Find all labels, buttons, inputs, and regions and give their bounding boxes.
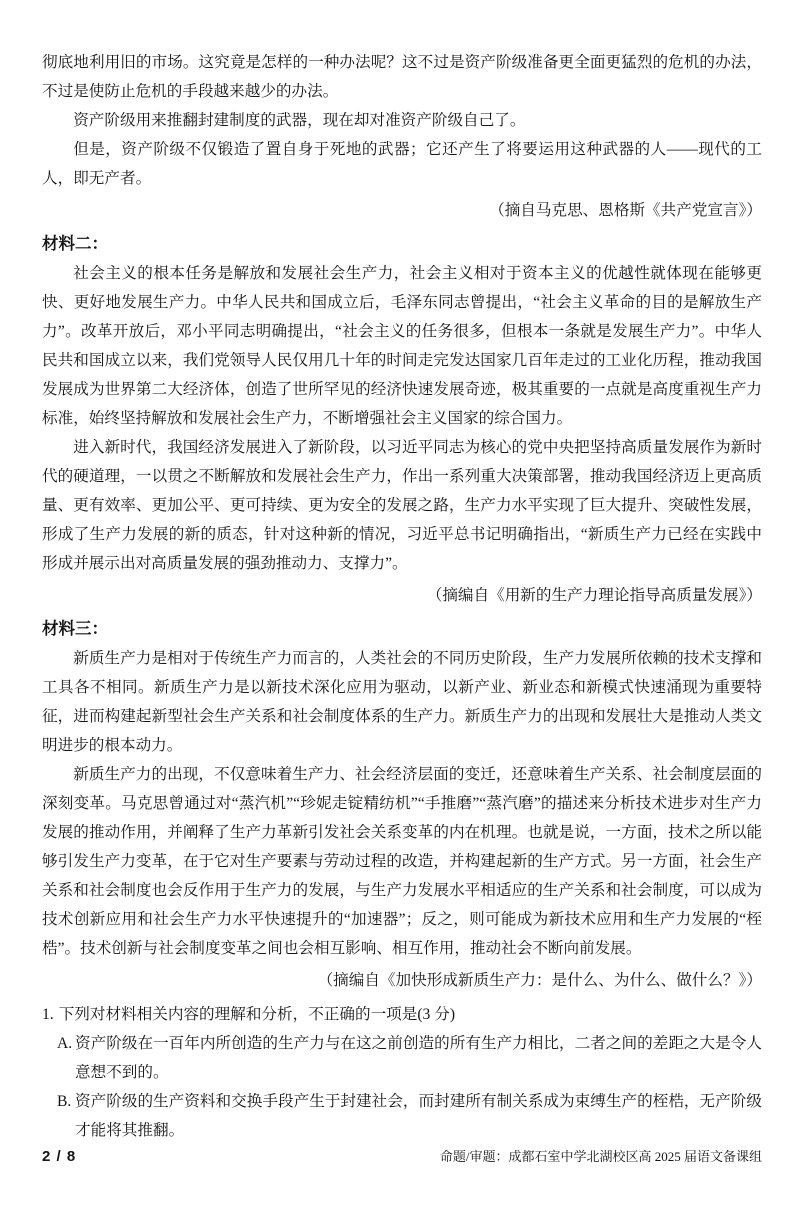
question-1-stem — [42, 1000, 762, 1029]
option-a-label: A. — [57, 1035, 73, 1052]
question-number: 1. — [42, 1006, 54, 1023]
body-paragraph: 进入新时代，我国经济发展进入了新阶段，以习近平同志为核心的党中央把坚持高质量发展作为新时代的硬道理，一以贯之不断解放和发展社会生产力，作出一系列重大决策部署，推动我国经济迈上更高质量、更有效率、更加公平、更可持续、更为安全的发展之路，生产力水平实现了巨大提升、突破性发展，形成了生产力发展的新的质态，针对这种新的情况，习近平总书记明确指出，“新质生产力已经在实践中形成并展示出对高质量发展的强劲推动力、支撑力”。 — [42, 439, 762, 572]
question-1 — [42, 1000, 762, 1145]
exam-page-body — [42, 48, 762, 1145]
body-paragraph: 社会主义的根本任务是解放和发展社会生产力，社会主义相对于资本主义的优越性就体现在能够更快、更好地发展生产力。中华人民共和国成立后，毛泽东同志曾提出，“社会主义革命的目的是解放生产力”。改革开放后，邓小平同志明确提出，“社会主义的任务很多，但根本一条就是发展生产力”。中华人民共和国成立以来，我们党领导人民仅用几十年的时间走完发达国家几百年走过的工业化历程，推动我国发展成为世界第二大经济体，创造了世所罕见的经济快速发展奇迹，极其重要的一点就是高度重视生产力标准，始终坚持解放和发展社会生产力，不断增强社会主义国家的综合国力。 — [42, 265, 762, 427]
body-paragraph: 资产阶级用来推翻封建制度的武器，现在却对准资产阶级自己了。 — [73, 112, 526, 129]
body-paragraph: 新质生产力是相对于传统生产力而言的，人类社会的不同历史阶段，生产力发展所依赖的技术支撑和工具各不相同。新质生产力是以新技术深化应用为驱动，以新产业、新业态和新模式快速涌现为重要特征，进而构建起新型社会生产关系和社会制度体系的生产力。新质生产力的出现和发展壮大是推动人类文明进步的根本动力。 — [42, 650, 762, 754]
material-one-continuation — [42, 48, 762, 225]
option-a-text: 资产阶级在一百年内所创造的生产力与在这之前创造的所有生产力相比，二者之间的差距之大是令人意想不到的。 — [75, 1035, 762, 1081]
page-footer — [42, 1142, 762, 1171]
question-stem-text: 下列对材料相关内容的理解和分析，不正确的一项是(3 分) — [58, 1006, 456, 1023]
material-three-heading: 材料三： — [42, 620, 108, 638]
body-paragraph: 新质生产力的出现，不仅意味着生产力、社会经济层面的变迁，还意味着生产关系、社会制度层面的深刻变革。马克思曾通过对“蒸汽机”“珍妮走锭精纺机”“手推磨”“蒸汽磨”的描述来分析技术进步对生产力发展的推动作用，并阐释了生产力革新引发社会关系变革的内在机理。也就是说，一方面，技术之所以能够引发生产力变革，在于它对生产要素与劳动过程的改造，并构建起新的生产方式。另一方面，社会生产关系和社会制度也会反作用于生产力的发展，与生产力发展水平相适应的生产关系和社会制度，可以成为技术创新应用和社会生产力水平快速提升的“加速器”；反之，则可能成为新技术应用和生产力发展的“桎梏”。技术创新与社会制度变革之间也会相互影响、相互作用，推动社会不断向前发展。 — [42, 766, 762, 957]
material-two — [42, 230, 762, 610]
option-b-label: B. — [57, 1093, 72, 1110]
material-two-heading: 材料二： — [42, 235, 108, 253]
question-1-option-b — [57, 1087, 762, 1145]
source-citation-material-two: （摘编自《用新的生产力理论指导高质量发展》） — [426, 587, 762, 604]
footer-credit: 命题/审题：成都石室中学北湖校区高 2025 届语文备课组 — [439, 1149, 762, 1164]
page-number: 2 / 8 — [42, 1148, 77, 1165]
question-1-option-a — [57, 1029, 762, 1087]
body-paragraph: 但是，资产阶级不仅锻造了置自身于死地的武器；它还产生了将要运用这种武器的人——现代的工人，即无产者。 — [42, 141, 762, 187]
material-three — [42, 615, 762, 995]
source-citation-material-one: （摘自马克思、恩格斯《共产党宣言》） — [489, 202, 762, 219]
option-b-text: 资产阶级的生产资料和交换手段产生于封建社会，而封建所有制关系成为束缚生产的桎梏，无产阶级才能将其推翻。 — [75, 1093, 762, 1139]
source-citation-material-three: （摘编自《加快形成新质生产力：是什么、为什么、做什么？》） — [317, 972, 762, 989]
body-paragraph: 彻底地利用旧的市场。这究竟是怎样的一种办法呢？这不过是资产阶级准备更全面更猛烈的危机的办法，不过是使防止危机的手段越来越少的办法。 — [42, 54, 762, 100]
